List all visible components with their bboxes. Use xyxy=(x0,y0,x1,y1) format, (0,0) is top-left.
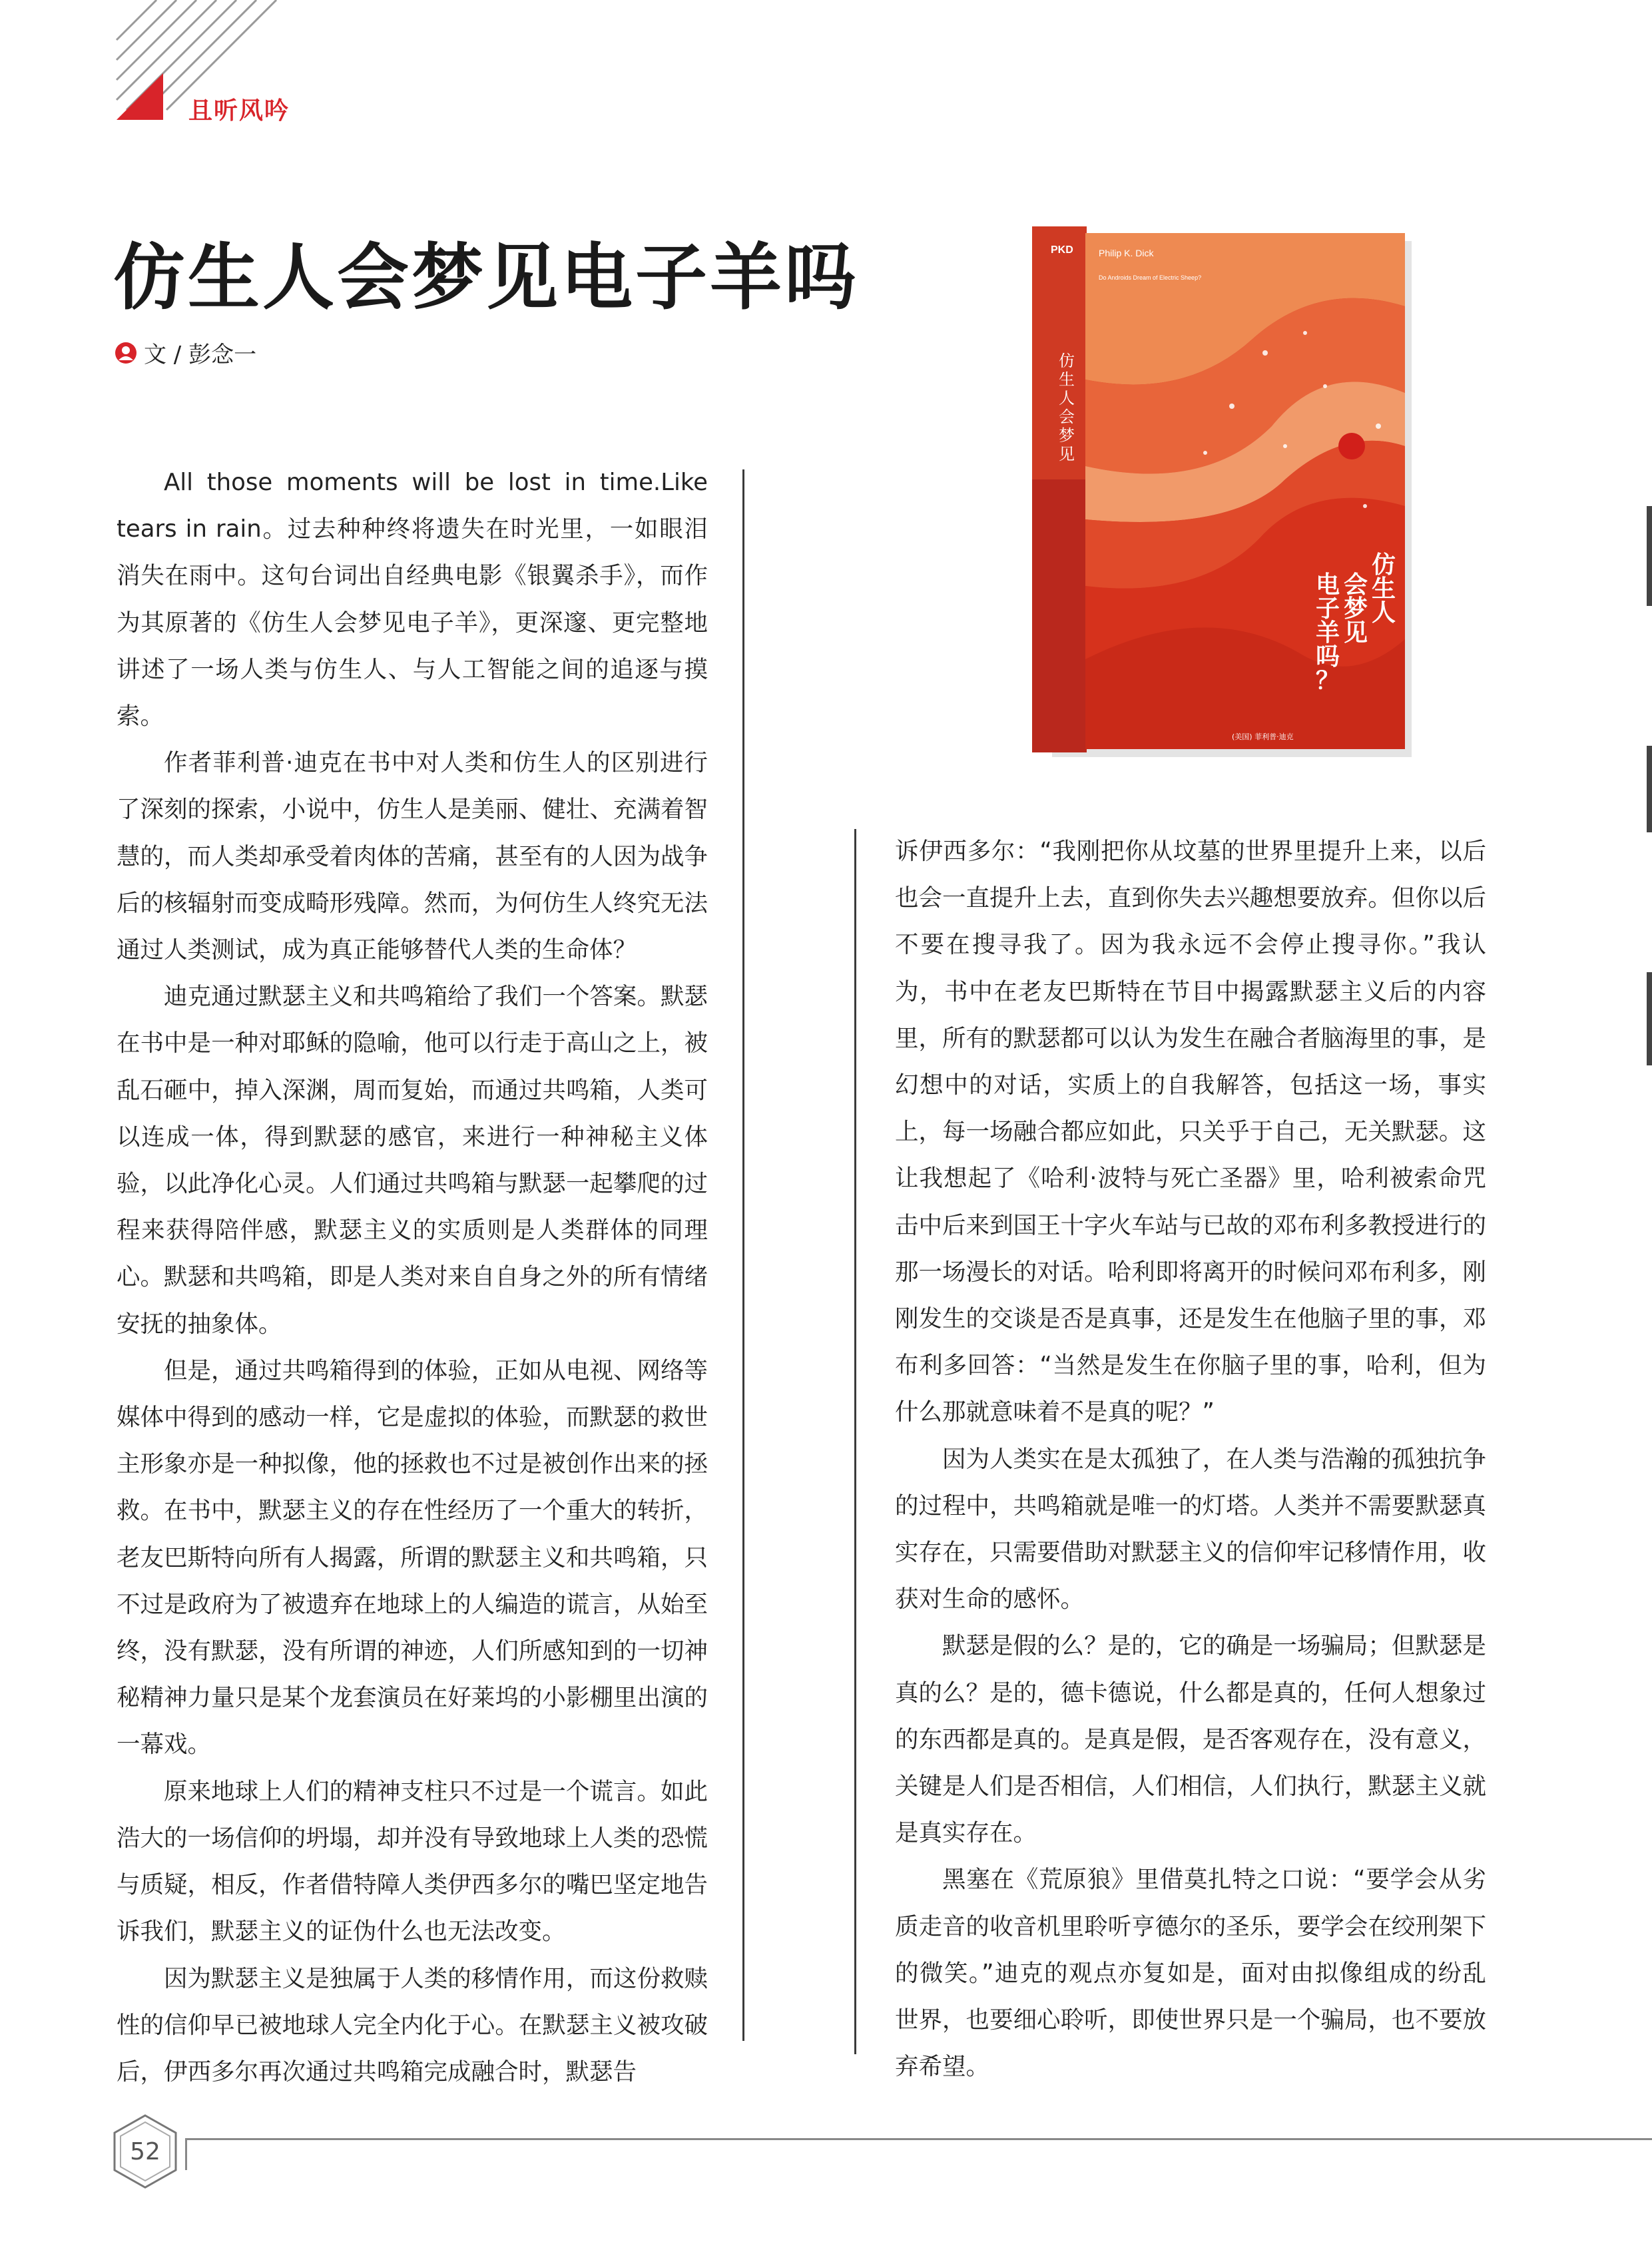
svg-text:电: 电 xyxy=(1316,571,1340,599)
svg-text:？: ？ xyxy=(1316,667,1340,695)
cover-author-en: Philip K. Dick xyxy=(1099,248,1154,258)
cover-pkd-text: PKD xyxy=(1051,244,1073,256)
article-column-right xyxy=(895,828,1486,2090)
svg-text:吗: 吗 xyxy=(1316,643,1340,671)
paragraph: 因为默瑟主义是独属于人类的移情作用，而这份救赎性的信仰早已被地球人完全内化于心。在默瑟主义被攻破后，伊西多尔再次通过共鸣箱完成融合时，默瑟告 xyxy=(117,1964,708,2086)
svg-text:人: 人 xyxy=(1372,599,1396,627)
paragraph: 默瑟是假的么？是的，它的确是一场骗局；但默瑟是真的么？是的，德卡德说，什么都是真的，任何人想象过的东西都是真的。是真是假，是否客观存在，没有意义，关键是人们是否相信，人们相信，人们执行，默瑟主义就是真实存在。 xyxy=(895,1632,1486,1847)
author-name: 文 / 彭念一 xyxy=(144,342,257,368)
article-title: 仿生人会梦见电子羊吗 xyxy=(113,236,860,320)
paragraph: 原来地球上人们的精神支柱只不过是一个谎言。如此浩大的一场信仰的坍塌，却并没有导致地球上人类的恐慌与质疑，相反，作者借特障人类伊西多尔的嘴巴坚定地告诉我们，默瑟主义的证伪什么也无法改变。 xyxy=(117,1777,708,1946)
svg-text:会: 会 xyxy=(1344,571,1368,599)
svg-text:梦: 梦 xyxy=(1344,595,1368,623)
paragraph: 作者菲利普·迪克在书中对人类和仿生人的区别进行了深刻的探索，小说中，仿生人是美丽、健壮、充满着智慧的，而人类却承受着肉体的苦痛，甚至有的人因为战争后的核辐射而变成畸形残障。然而，为何仿生人终究无法通过人类测试，成为真正能够替代人类的生命体？ xyxy=(117,749,708,964)
cover-author-cn: (美国) 菲利普·迪克 xyxy=(1232,732,1294,741)
svg-text:梦: 梦 xyxy=(1059,427,1075,445)
paragraph: 因为人类实在是太孤独了，在人类与浩瀚的孤独抗争的过程中，共鸣箱就是唯一的灯塔。人类并不需要默瑟真实存在，只需要借助对默瑟主义的信仰牢记移情作用，收获对生命的感怀。 xyxy=(895,1445,1486,1613)
column-divider-right xyxy=(854,829,856,2054)
svg-text:生: 生 xyxy=(1059,372,1075,389)
column-divider-left xyxy=(742,469,744,2041)
person-icon xyxy=(115,342,137,364)
edge-tab-marker xyxy=(1647,506,1652,606)
paragraph: All those moments will be lost in time.Like tears in rain。过去种种终将遗失在时光里，一如眼泪消失在雨中。这句台词出自经典电影《银翼杀手》，而作为其原著的《仿生人会梦见电子羊》，更深邃、更完整地讲述了一场人类与仿生人、与人工智能之间的追逐与摸索。 xyxy=(117,469,708,730)
page-number: 52 xyxy=(130,2137,160,2165)
paragraph: 黑塞在《荒原狼》里借莫扎特之口说：“要学会从劣质走音的收音机里聆听亨德尔的圣乐，要学会在绞刑架下的微笑。”迪克的观点亦复如是，面对由拟像组成的纷乱世界，也要细心聆听，即使世界只是一个骗局，也不要放弃希望。 xyxy=(895,1866,1486,2081)
svg-text:生: 生 xyxy=(1372,575,1396,603)
svg-text:人: 人 xyxy=(1059,390,1075,408)
book-cover-image xyxy=(1032,226,1418,759)
edge-tab-marker xyxy=(1647,746,1652,832)
cover-subtitle-en: Do Androids Dream of Electric Sheep? xyxy=(1099,274,1202,281)
author-line xyxy=(115,336,256,369)
svg-text:仿: 仿 xyxy=(1059,353,1075,370)
article-column-left xyxy=(117,459,708,2096)
svg-text:羊: 羊 xyxy=(1316,619,1340,647)
svg-text:子: 子 xyxy=(1316,595,1340,623)
paragraph: 诉伊西多尔：“我刚把你从坟墓的世界里提升上来，以后也会一直提升上去，直到你失去兴趣想要放弃。但你以后不要在搜寻我了。因为我永远不会停止搜寻你。”我认为，书中在老友巴斯特在节目中揭露默瑟主义后的内容里，所有的默瑟都可以认为发生在融合者脑海里的事，是幻想中的对话，实质上的自我解答，包括这一场，事实上，每一场融合都应如此，只关乎于自己，无关默瑟。这让我想起了《哈利·波特与死亡圣器》里，哈利被索命咒击中后来到国王十字火车站与已故的邓布利多教授进行的那一场漫长的对话。哈利即将离开的时候问邓布利多，刚刚发生的交谈是否是真事，还是发生在他脑子里的事，邓布利多回答：“当然是发生在你脑子里的事，哈利，但为什么那就意味着不是真的呢？” xyxy=(895,838,1486,1426)
paragraph: 但是，通过共鸣箱得到的体验，正如从电视、网络等媒体中得到的感动一样，它是虚拟的体验，而默瑟的救世主形象亦是一种拟像，他的拯救也不过是被创作出来的拯救。在书中，默瑟主义的存在性经历了一个重大的转折，老友巴斯特向所有人揭露，所谓的默瑟主义和共鸣箱，只不过是政府为了被遗弃在地球上的人编造的谎言，从始至终，没有默瑟，没有所谓的神迹，人们所感知到的一切神秘精神力量只是某个龙套演员在好莱坞的小影棚里出演的一幕戏。 xyxy=(117,1356,708,1759)
svg-text:见: 见 xyxy=(1344,619,1368,647)
section-label: 且听风吟 xyxy=(188,97,290,125)
paragraph: 迪克通过默瑟主义和共鸣箱给了我们一个答案。默瑟在书中是一种对耶稣的隐喻，他可以行走于高山之上，被乱石砸中，掉入深渊，周而复始，而通过共鸣箱，人类可以连成一体，得到默瑟的感官，来进行一种神秘主义体验，以此净化心灵。人们通过共鸣箱与默瑟一起攀爬的过程来获得陪伴感，默瑟主义的实质则是人类群体的同理心。默瑟和共鸣箱，即是人类对来自自身之外的所有情绪安抚的抽象体。 xyxy=(117,983,708,1338)
footer-rule-tick xyxy=(185,2138,187,2170)
footer-rule xyxy=(185,2138,1652,2140)
svg-text:见: 见 xyxy=(1059,446,1075,463)
edge-tab-marker xyxy=(1647,972,1652,1065)
svg-text:会: 会 xyxy=(1059,409,1075,426)
svg-text:仿: 仿 xyxy=(1372,551,1396,579)
